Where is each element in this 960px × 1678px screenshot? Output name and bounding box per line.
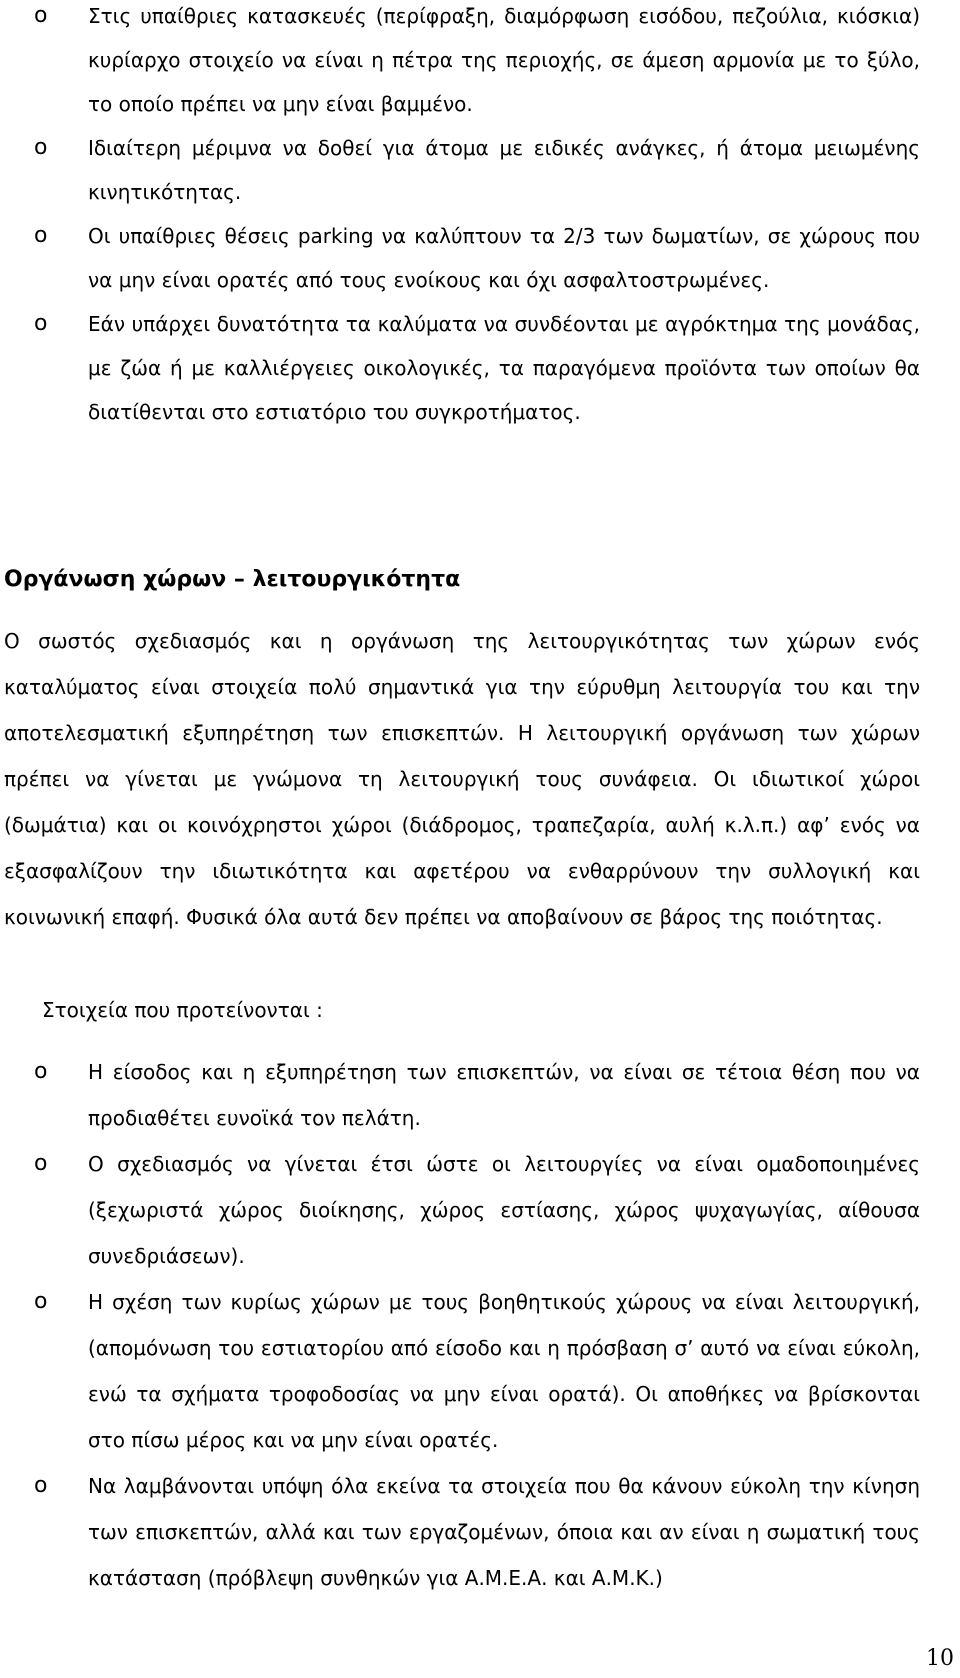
top-bullet-list	[34, 0, 920, 434]
bullet-marker: o	[34, 1473, 48, 1498]
list-item-text: Να λαμβάνονται υπόψη όλα εκείνα τα στοιχεία που θα κάνουν εύκολη την κίνηση των επισκεπτών, αλλά και των εργαζομένων, όποια και αν είναι η σωματική τους κατάσταση (πρόβλεψη συνθηκών για Α.Μ.Ε.Α. και Α.Μ.Κ.)	[88, 1474, 920, 1590]
list-item-text: Οι υπαίθριες θέσεις parking να καλύπτουν τα 2/3 των δωματίων, σε χώρους που να μην είναι ορατές από τους ενοίκους και όχι ασφαλτοστρωμένες.	[88, 224, 920, 292]
bullet-marker: o	[34, 223, 48, 248]
bullet-marker: o	[34, 1289, 48, 1314]
bullet-marker: o	[34, 1059, 48, 1084]
list-item-text: Η σχέση των κυρίως χώρων με τους βοηθητικούς χώρους να είναι λειτουργική, (απομόνωση του εστιατορίου από είσοδο και η πρόσβαση σ’ αυτό να είναι εύκολη, ενώ τα σχήματα τροφοδοσίας να μην είναι ορατά). Οι αποθήκες να βρίσκονται στο πίσω μέρος και να μην είναι ορατές.	[88, 1290, 920, 1452]
bullet-marker: o	[34, 311, 48, 336]
list-item	[34, 1049, 920, 1141]
section-heading: Οργάνωση χώρων – λειτουργικότητα	[4, 567, 461, 592]
list-item	[34, 1463, 920, 1601]
bottom-bullet-list	[34, 1049, 920, 1601]
list-item	[34, 214, 920, 302]
list-item	[34, 0, 920, 126]
list-item-text: Στις υπαίθριες κατασκευές (περίφραξη, διαμόρφωση εισόδου, πεζούλια, κιόσκια) κυρίαρχο στοιχείο να είναι η πέτρα της περιοχής, σε άμεση αρμονία με το ξύλο, το οποίο πρέπει να μην είναι βαμμένο.	[88, 4, 920, 116]
bullet-marker: o	[34, 3, 48, 28]
list-item-text: Εάν υπάρχει δυνατότητα τα καλύματα να συνδέονται με αγρόκτημα της μονάδας, με ζώα ή με καλλιέργειες οικολογικές, τα παραγόμενα προϊόντα των οποίων θα διατίθενται στο εστιατόριο του συγκροτήματος.	[88, 312, 920, 424]
list-item	[34, 302, 920, 434]
list-item-text: Ιδιαίτερη μέριμνα να δοθεί για άτομα με ειδικές ανάγκες, ή άτομα μειωμένης κινητικότητας.	[88, 136, 920, 204]
section-paragraph: Ο σωστός σχεδιασμός και η οργάνωση της λειτουργικότητας των χώρων ενός καταλύματος είναι στοιχεία πολύ σημαντικά για την εύρυθμη λειτουργία του και την αποτελεσματική εξυπηρέτηση των επισκεπτών. Η λειτουργική οργάνωση των χώρων πρέπει να γίνεται με γνώμονα τη λειτουργική τους συνάφεια. Οι ιδιωτικοί χώροι (δωμάτια) και οι κοινόχρηστοι χώροι (διάδρομος, τραπεζαρία, αυλή κ.λ.π.) αφ’ ενός να εξασφαλίζουν την ιδιωτικότητα και αφετέρου να ενθαρρύνουν την συλλογική και κοινωνική επαφή. Φυσικά όλα αυτά δεν πρέπει να αποβαίνουν σε βάρος της ποιότητας.	[4, 629, 920, 929]
list-item	[34, 1141, 920, 1279]
proposals-intro: Στοιχεία που προτείνονται :	[42, 998, 323, 1022]
list-item-text: Η είσοδος και η εξυπηρέτηση των επισκεπτών, να είναι σε τέτοια θέση που να προδιαθέτει ευνοϊκά τον πελάτη.	[88, 1060, 920, 1130]
bullet-marker: o	[34, 1151, 48, 1176]
list-item	[34, 1279, 920, 1463]
bullet-marker: o	[34, 135, 48, 160]
page-number: 10	[926, 1646, 954, 1671]
list-item-text: Ο σχεδιασμός να γίνεται έτσι ώστε οι λειτουργίες να είναι ομαδοποιημένες (ξεχωριστά χώρος διοίκησης, χώρος εστίασης, χώρος ψυχαγωγίας, αίθουσα συνεδριάσεων).	[88, 1152, 920, 1268]
list-item	[34, 126, 920, 214]
